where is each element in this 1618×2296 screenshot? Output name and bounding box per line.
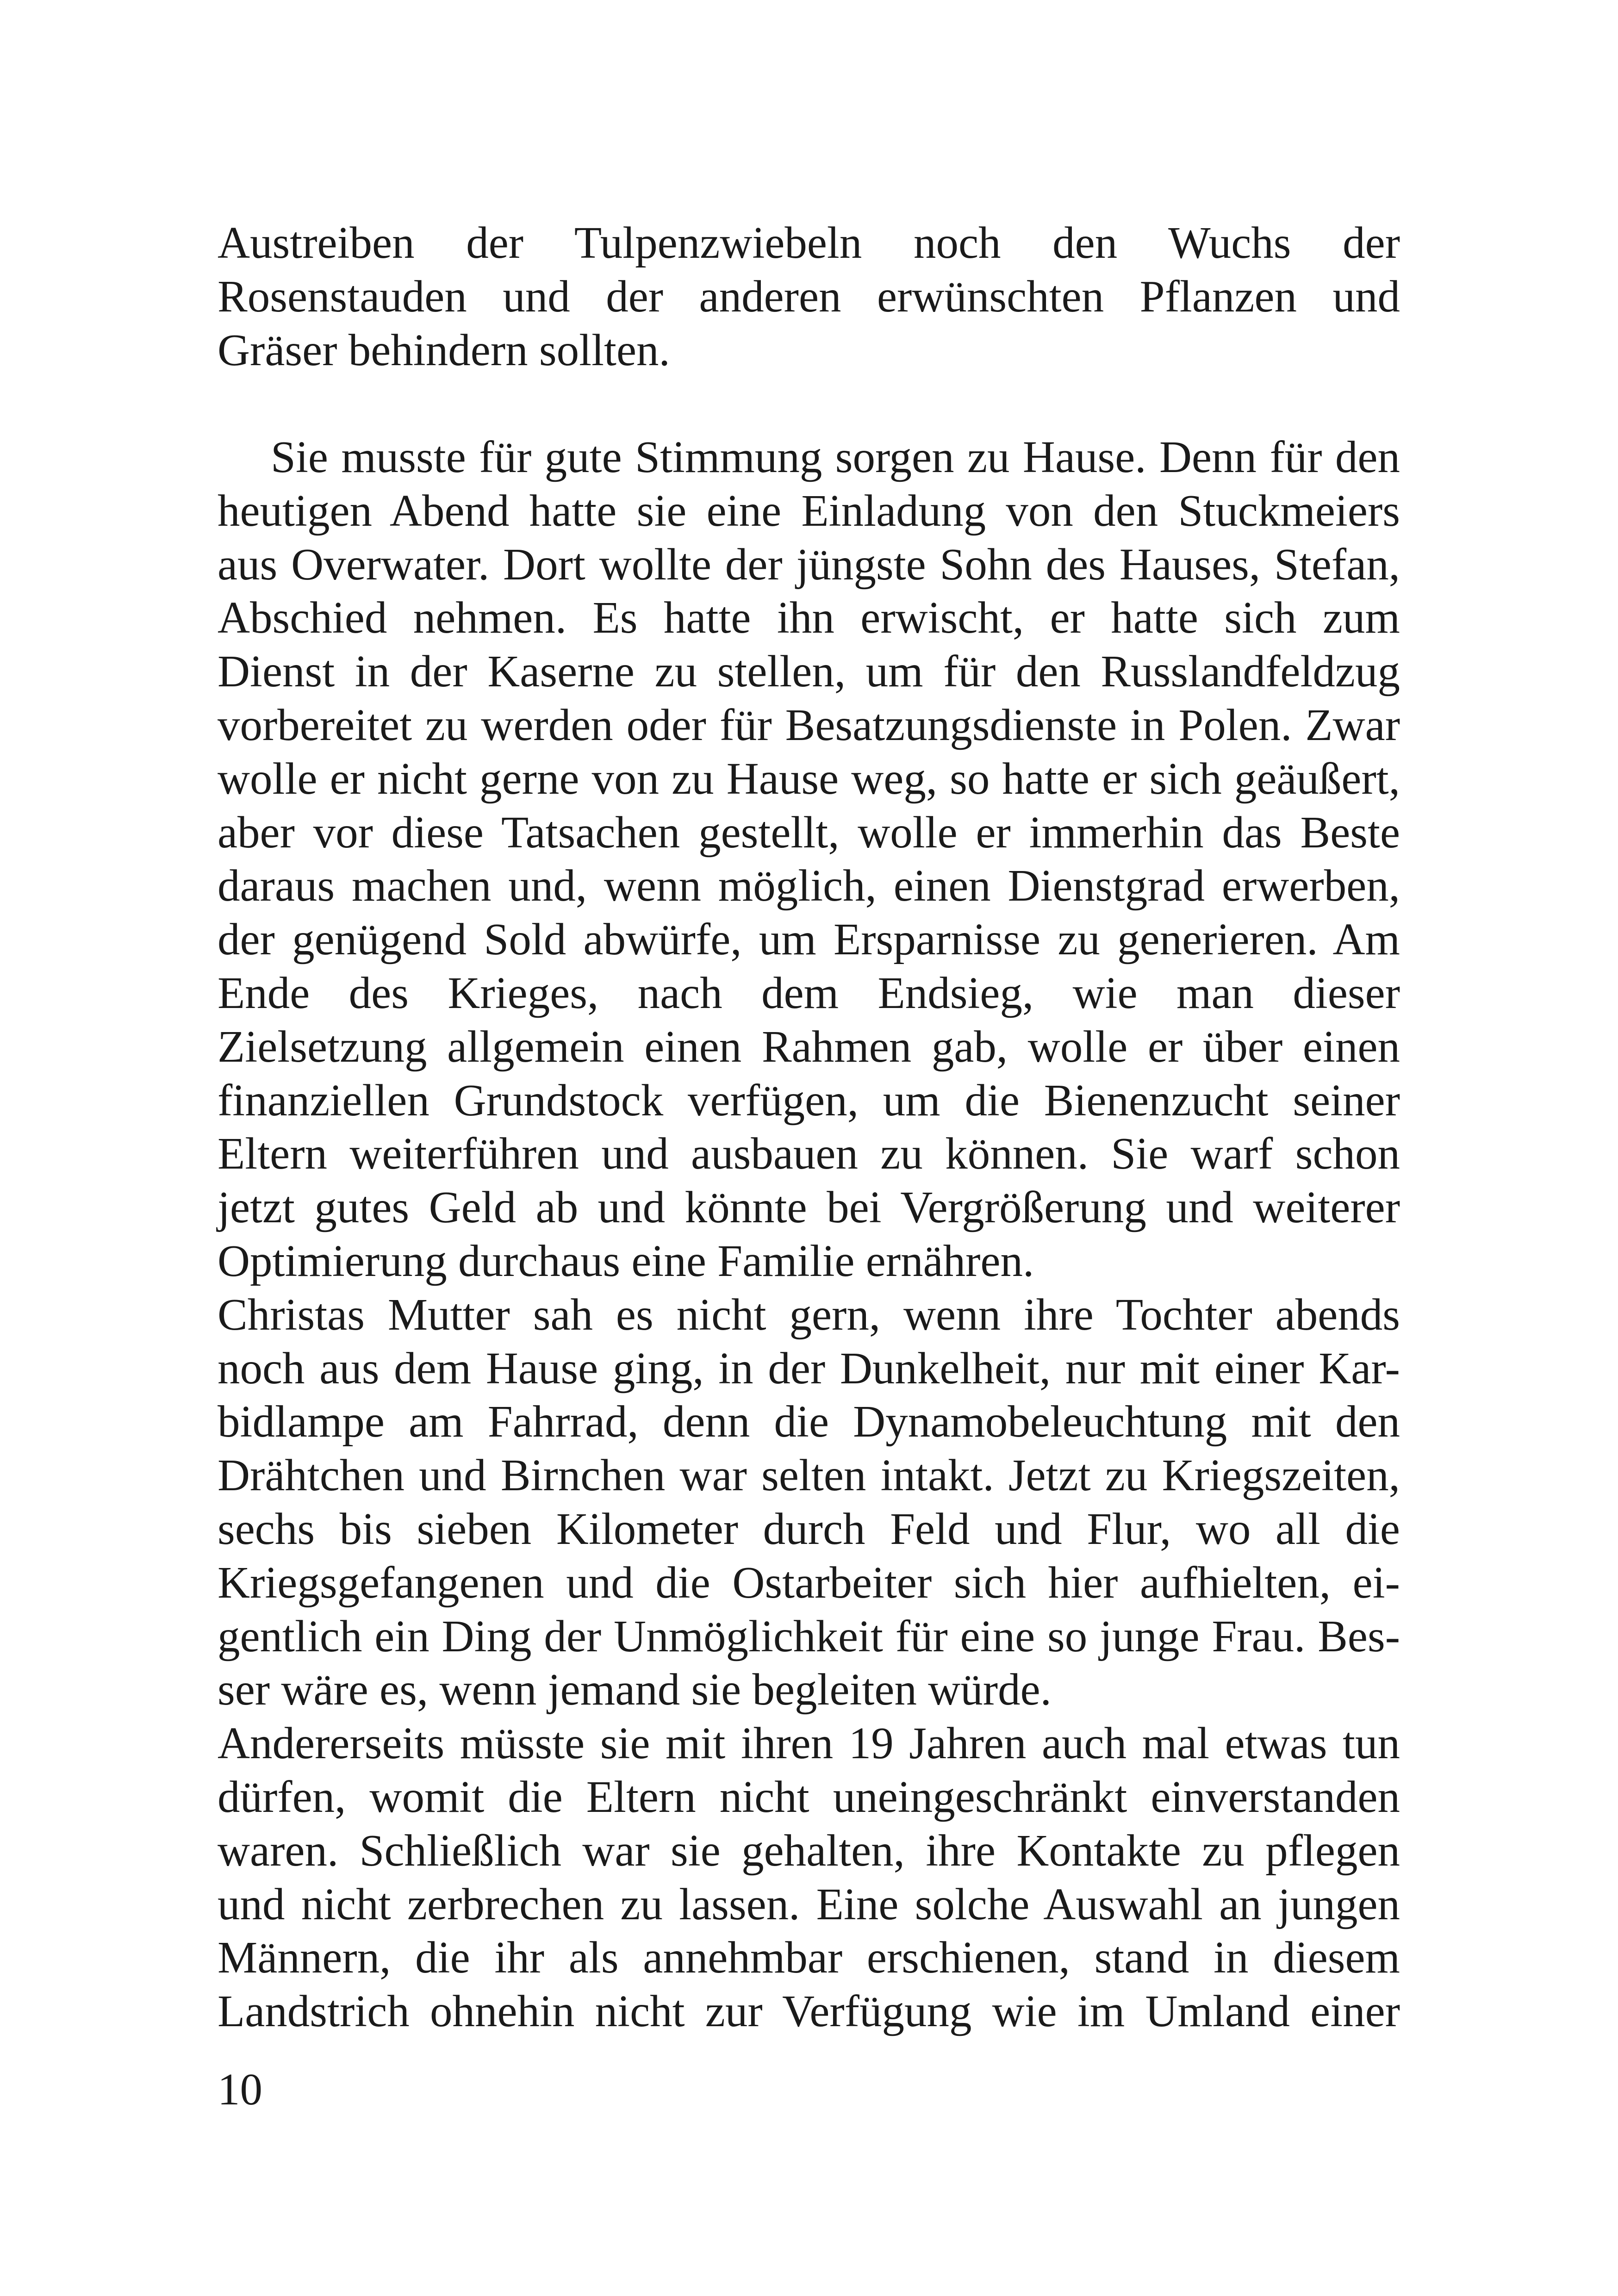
text-line: vorbereitet zu werden oder für Besatzungsdienste in Polen. Zwar bbox=[218, 700, 1400, 750]
text-line: finanziellen Grundstock verfügen, um die Bienenzucht seiner bbox=[218, 1075, 1400, 1125]
text-line: ser wäre es, wenn jemand sie begleiten würde. bbox=[218, 1665, 1052, 1715]
text-line: jetzt gutes Geld ab und könnte bei Vergrößerung und weiterer bbox=[218, 1182, 1400, 1232]
text-line: wolle er nicht gerne von zu Hause weg, so hatte er sich geäußert, bbox=[218, 753, 1400, 803]
text-line: daraus machen und, wenn möglich, einen Dienstgrad erwerben, bbox=[218, 861, 1400, 911]
text-line: aber vor diese Tatsachen gestellt, wolle er immerhin das Beste bbox=[218, 807, 1400, 857]
text-line: Zielsetzung allgemein einen Rahmen gab, wolle er über einen bbox=[218, 1021, 1400, 1071]
text-line: Männern, die ihr als annehmbar erschienen, stand in diesem bbox=[218, 1933, 1400, 1983]
text-line: aus Overwater. Dort wollte der jüngste Sohn des Hauses, Stefan, bbox=[218, 539, 1400, 589]
text-line: sechs bis sieben Kilometer durch Feld und Flur, wo all die bbox=[218, 1504, 1400, 1554]
text-line: bidlampe am Fahrrad, denn die Dynamobeleuchtung mit den bbox=[218, 1397, 1400, 1447]
text-line: Rosenstauden und der anderen erwünschten Pflanzen und bbox=[218, 271, 1400, 321]
text-line: Austreiben der Tulpenzwiebeln noch den Wuchs der bbox=[218, 218, 1400, 268]
text-line: Christas Mutter sah es nicht gern, wenn ihre Tochter abends bbox=[218, 1289, 1400, 1339]
text-line: Ende des Krieges, nach dem Endsieg, wie man dieser bbox=[218, 968, 1400, 1018]
paragraph-main bbox=[218, 430, 1400, 2038]
text-line: Drähtchen und Birnchen war selten intakt. Jetzt zu Kriegszeiten, bbox=[218, 1450, 1400, 1500]
text-line: Andererseits müsste sie mit ihren 19 Jahren auch mal etwas tun bbox=[218, 1718, 1400, 1768]
text-line: Abschied nehmen. Es hatte ihn erwischt, er hatte sich zum bbox=[218, 593, 1400, 643]
paragraph-continuation bbox=[218, 216, 1400, 377]
text-line: gentlich ein Ding der Unmöglichkeit für eine so junge Frau. Bes- bbox=[218, 1611, 1400, 1661]
text-line: heutigen Abend hatte sie eine Einladung von den Stuckmeiers bbox=[218, 485, 1400, 535]
text-line: Optimierung durchaus eine Familie ernähren. bbox=[218, 1236, 1034, 1286]
text-line: dürfen, womit die Eltern nicht uneingeschränkt einverstanden bbox=[218, 1772, 1400, 1822]
text-line: Eltern weiterführen und ausbauen zu können. Sie warf schon bbox=[218, 1129, 1400, 1179]
text-line: Kriegsgefangenen und die Ostarbeiter sich hier aufhielten, ei- bbox=[218, 1557, 1400, 1607]
text-line: Gräser behindern sollten. bbox=[218, 325, 670, 375]
text-line: waren. Schließlich war sie gehalten, ihre Kontakte zu pflegen bbox=[218, 1825, 1400, 1875]
text-line: der genügend Sold abwürfe, um Ersparnisse zu generieren. Am bbox=[218, 915, 1400, 964]
text-line: Sie musste für gute Stimmung sorgen zu Hause. Denn für den bbox=[271, 432, 1400, 482]
text-line: Landstrich ohnehin nicht zur Verfügung wie im Umland einer bbox=[218, 1986, 1400, 2036]
text-line: noch aus dem Hause ging, in der Dunkelheit, nur mit einer Kar- bbox=[218, 1343, 1400, 1393]
text-line: und nicht zerbrechen zu lassen. Eine solche Auswahl an jungen bbox=[218, 1879, 1400, 1929]
text-line: Dienst in der Kaserne zu stellen, um für den Russlandfeldzug bbox=[218, 647, 1400, 697]
page-number: 10 bbox=[218, 2065, 262, 2114]
